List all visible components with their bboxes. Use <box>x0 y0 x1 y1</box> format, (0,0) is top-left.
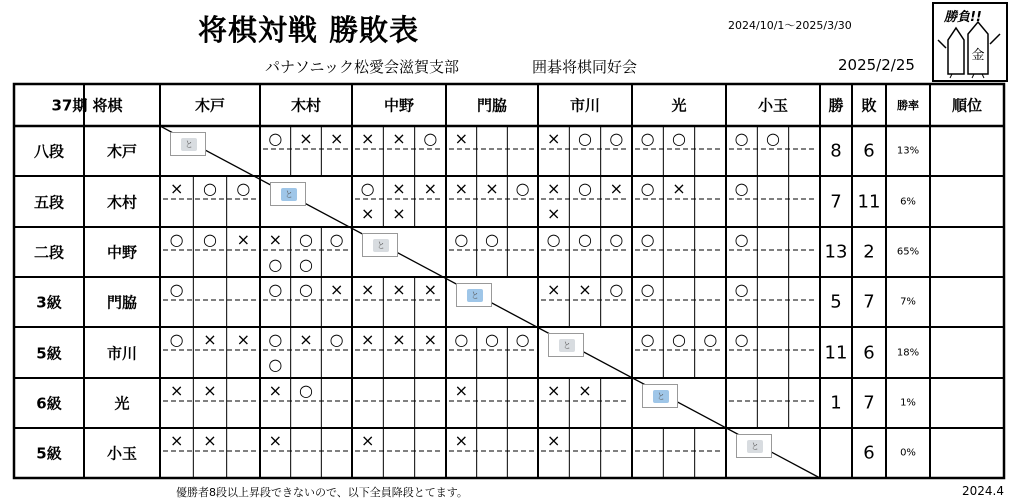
match-result-mark: ○ <box>703 329 718 349</box>
match-result-mark: ○ <box>268 355 283 374</box>
match-result-mark: × <box>360 128 375 148</box>
wins-count: 8 <box>830 140 842 162</box>
column-header: 門脇 <box>476 96 508 115</box>
stat-header-place: 順位 <box>951 96 983 115</box>
match-result-mark: × <box>454 178 469 198</box>
self-match-piece <box>270 182 306 206</box>
column-header: 木村 <box>290 96 322 115</box>
losses-count: 7 <box>863 291 875 313</box>
player-name: 光 <box>114 394 130 413</box>
shogi-piece-icon: と <box>281 188 297 201</box>
stat-header-rate: 勝率 <box>897 99 919 112</box>
shogi-piece-icon: と <box>559 339 575 352</box>
player-name: 木戸 <box>106 142 138 161</box>
date-range: 2024/10/1～2025/3/30 <box>728 19 852 32</box>
win-rate: 18% <box>896 347 920 358</box>
match-result-mark: ○ <box>299 254 313 274</box>
page-title: 将棋対戦 勝敗表 <box>198 13 420 47</box>
match-result-mark: × <box>299 329 313 349</box>
player-name: 市川 <box>106 344 138 362</box>
player-name: 門脇 <box>106 293 138 312</box>
match-result-mark: ○ <box>268 279 283 299</box>
self-match-piece <box>642 384 678 408</box>
match-result-mark: ○ <box>169 229 184 249</box>
match-result-mark: ○ <box>640 178 655 198</box>
match-result-mark: ○ <box>169 329 184 349</box>
match-result-mark: × <box>423 279 438 299</box>
match-result-mark: ○ <box>515 178 530 198</box>
match-result-mark: × <box>546 380 561 400</box>
stat-header-losses: 敗 <box>861 96 877 115</box>
match-result-mark: × <box>268 229 283 249</box>
match-result-mark: ○ <box>578 229 592 249</box>
match-result-mark: ○ <box>609 229 624 249</box>
match-result-mark: × <box>392 279 406 299</box>
match-result-mark: ○ <box>299 279 313 299</box>
match-result-mark: × <box>392 178 406 198</box>
losses-count: 6 <box>863 442 875 464</box>
match-result-mark: × <box>546 204 561 223</box>
match-result-mark: × <box>392 329 406 349</box>
wins-count: 7 <box>830 191 842 212</box>
version-label: 2024.4 <box>962 484 1004 498</box>
match-result-mark: × <box>329 128 344 148</box>
match-result-mark: ○ <box>423 128 438 148</box>
corner-label: 37期 将棋 <box>51 96 123 115</box>
match-result-mark: ○ <box>299 380 313 400</box>
match-result-mark: × <box>546 279 561 299</box>
logo-text: 勝負!! <box>944 10 982 25</box>
match-result-mark: ○ <box>640 279 655 299</box>
player-rank: 6級 <box>36 394 62 413</box>
win-rate: 6% <box>900 196 916 207</box>
shogi-piece-icon: と <box>467 289 483 302</box>
player-rank: 八段 <box>33 142 65 161</box>
organization-name: パナソニック松愛会滋賀支部 <box>265 58 459 76</box>
match-result-mark: ○ <box>454 329 469 349</box>
match-result-mark: ○ <box>329 229 344 249</box>
match-result-mark: ○ <box>329 329 344 349</box>
column-header: 光 <box>671 96 687 115</box>
match-result-mark: × <box>578 380 592 400</box>
match-result-mark: × <box>236 329 251 349</box>
shogi-piece-icon: と <box>181 138 197 151</box>
logo-piece-char: 金 <box>971 48 985 63</box>
match-result-mark: ○ <box>268 128 283 148</box>
self-match-piece <box>362 233 398 257</box>
match-result-mark: ○ <box>236 178 251 198</box>
player-rank: 5級 <box>36 444 62 463</box>
match-result-mark: ○ <box>734 329 749 349</box>
match-result-mark: ○ <box>640 128 655 148</box>
match-result-mark: ○ <box>268 254 283 274</box>
match-result-mark: × <box>672 178 686 198</box>
match-result-mark: × <box>268 380 283 400</box>
wins-count: 13 <box>824 241 848 263</box>
win-rate: 1% <box>900 397 916 409</box>
player-rank: 5級 <box>36 344 62 362</box>
match-result-mark: × <box>360 204 375 223</box>
self-match-piece <box>456 283 492 307</box>
match-result-mark: ○ <box>734 229 749 249</box>
match-result-mark: × <box>329 279 344 299</box>
match-result-mark: × <box>169 430 184 450</box>
report-date: 2025/2/25 <box>838 56 915 74</box>
match-result-mark: ○ <box>640 229 655 249</box>
player-rank: 五段 <box>33 193 65 211</box>
match-result-mark: × <box>169 380 184 400</box>
match-result-mark: ○ <box>578 128 592 148</box>
match-result-mark: ○ <box>268 329 283 349</box>
match-result-mark: × <box>546 430 561 450</box>
wins-count: 5 <box>830 291 842 313</box>
match-result-mark: ○ <box>734 128 749 148</box>
match-result-mark: × <box>268 430 283 450</box>
match-result-mark: × <box>392 204 406 223</box>
match-result-mark: ○ <box>672 128 686 148</box>
column-header: 木戸 <box>194 96 226 115</box>
match-result-mark: × <box>454 128 469 148</box>
self-match-piece <box>736 434 772 458</box>
match-result-mark: × <box>299 128 313 148</box>
win-rate: 13% <box>896 145 920 157</box>
match-result-mark: ○ <box>360 178 375 198</box>
match-result-mark: × <box>454 380 469 400</box>
shogi-piece-icon: と <box>373 239 389 252</box>
match-result-mark: × <box>546 128 561 148</box>
match-result-mark: ○ <box>578 178 592 198</box>
player-name: 木村 <box>106 193 138 211</box>
match-result-mark: × <box>360 279 375 299</box>
match-result-mark: × <box>360 329 375 349</box>
losses-count: 6 <box>863 140 875 162</box>
match-result-mark: ○ <box>299 229 313 249</box>
match-result-mark: × <box>203 430 217 450</box>
match-result-mark: × <box>423 329 438 349</box>
match-result-mark: × <box>485 178 499 198</box>
win-rate: 65% <box>896 246 920 258</box>
shogi-piece-icon: と <box>747 440 763 453</box>
match-result-mark: ○ <box>734 178 749 198</box>
wins-count: 11 <box>824 342 848 363</box>
self-match-piece <box>170 132 206 156</box>
win-rate: 7% <box>900 296 916 308</box>
column-header: 中野 <box>383 96 415 115</box>
losses-count: 7 <box>863 392 875 414</box>
match-result-mark: ○ <box>485 329 499 349</box>
match-result-mark: ○ <box>203 178 217 198</box>
match-result-mark: × <box>203 380 217 400</box>
match-result-mark: ○ <box>734 279 749 299</box>
match-result-mark: ○ <box>609 279 624 299</box>
match-result-mark: × <box>392 128 406 148</box>
match-result-mark: ○ <box>515 329 530 349</box>
match-result-mark: ○ <box>203 229 217 249</box>
win-rate: 0% <box>900 447 916 459</box>
footnote: 優勝者8段以上昇段できないので、以下全員降段とてます。 <box>176 486 468 499</box>
match-result-mark: ○ <box>672 329 686 349</box>
column-header: 小玉 <box>757 96 789 115</box>
match-result-mark: ○ <box>546 229 561 249</box>
player-name: 中野 <box>106 243 138 262</box>
wins-count: 1 <box>830 392 842 414</box>
match-result-mark: × <box>578 279 592 299</box>
match-result-mark: × <box>546 178 561 198</box>
stat-header-wins: 勝 <box>828 96 844 115</box>
player-rank: 二段 <box>33 243 65 262</box>
match-result-mark: ○ <box>169 279 184 299</box>
losses-count: 11 <box>857 191 881 212</box>
self-match-piece <box>548 333 584 357</box>
player-rank: 3級 <box>36 293 62 312</box>
club-name: 囲碁将棋同好会 <box>532 58 638 76</box>
match-result-mark: × <box>609 178 624 198</box>
match-result-mark: × <box>454 430 469 450</box>
losses-count: 6 <box>863 342 875 363</box>
match-result-mark: ○ <box>454 229 469 249</box>
match-result-mark: × <box>360 430 375 450</box>
player-name: 小玉 <box>106 444 138 463</box>
match-result-mark: ○ <box>485 229 499 249</box>
column-header: 市川 <box>569 96 601 115</box>
match-result-mark: × <box>236 229 251 249</box>
match-result-mark: × <box>169 178 184 198</box>
match-result-mark: ○ <box>640 329 655 349</box>
match-result-mark: × <box>203 329 217 349</box>
match-result-mark: × <box>423 178 438 198</box>
match-result-mark: ○ <box>609 128 624 148</box>
match-result-mark: ○ <box>766 128 780 148</box>
shogi-piece-icon: と <box>653 390 669 403</box>
losses-count: 2 <box>863 241 875 263</box>
